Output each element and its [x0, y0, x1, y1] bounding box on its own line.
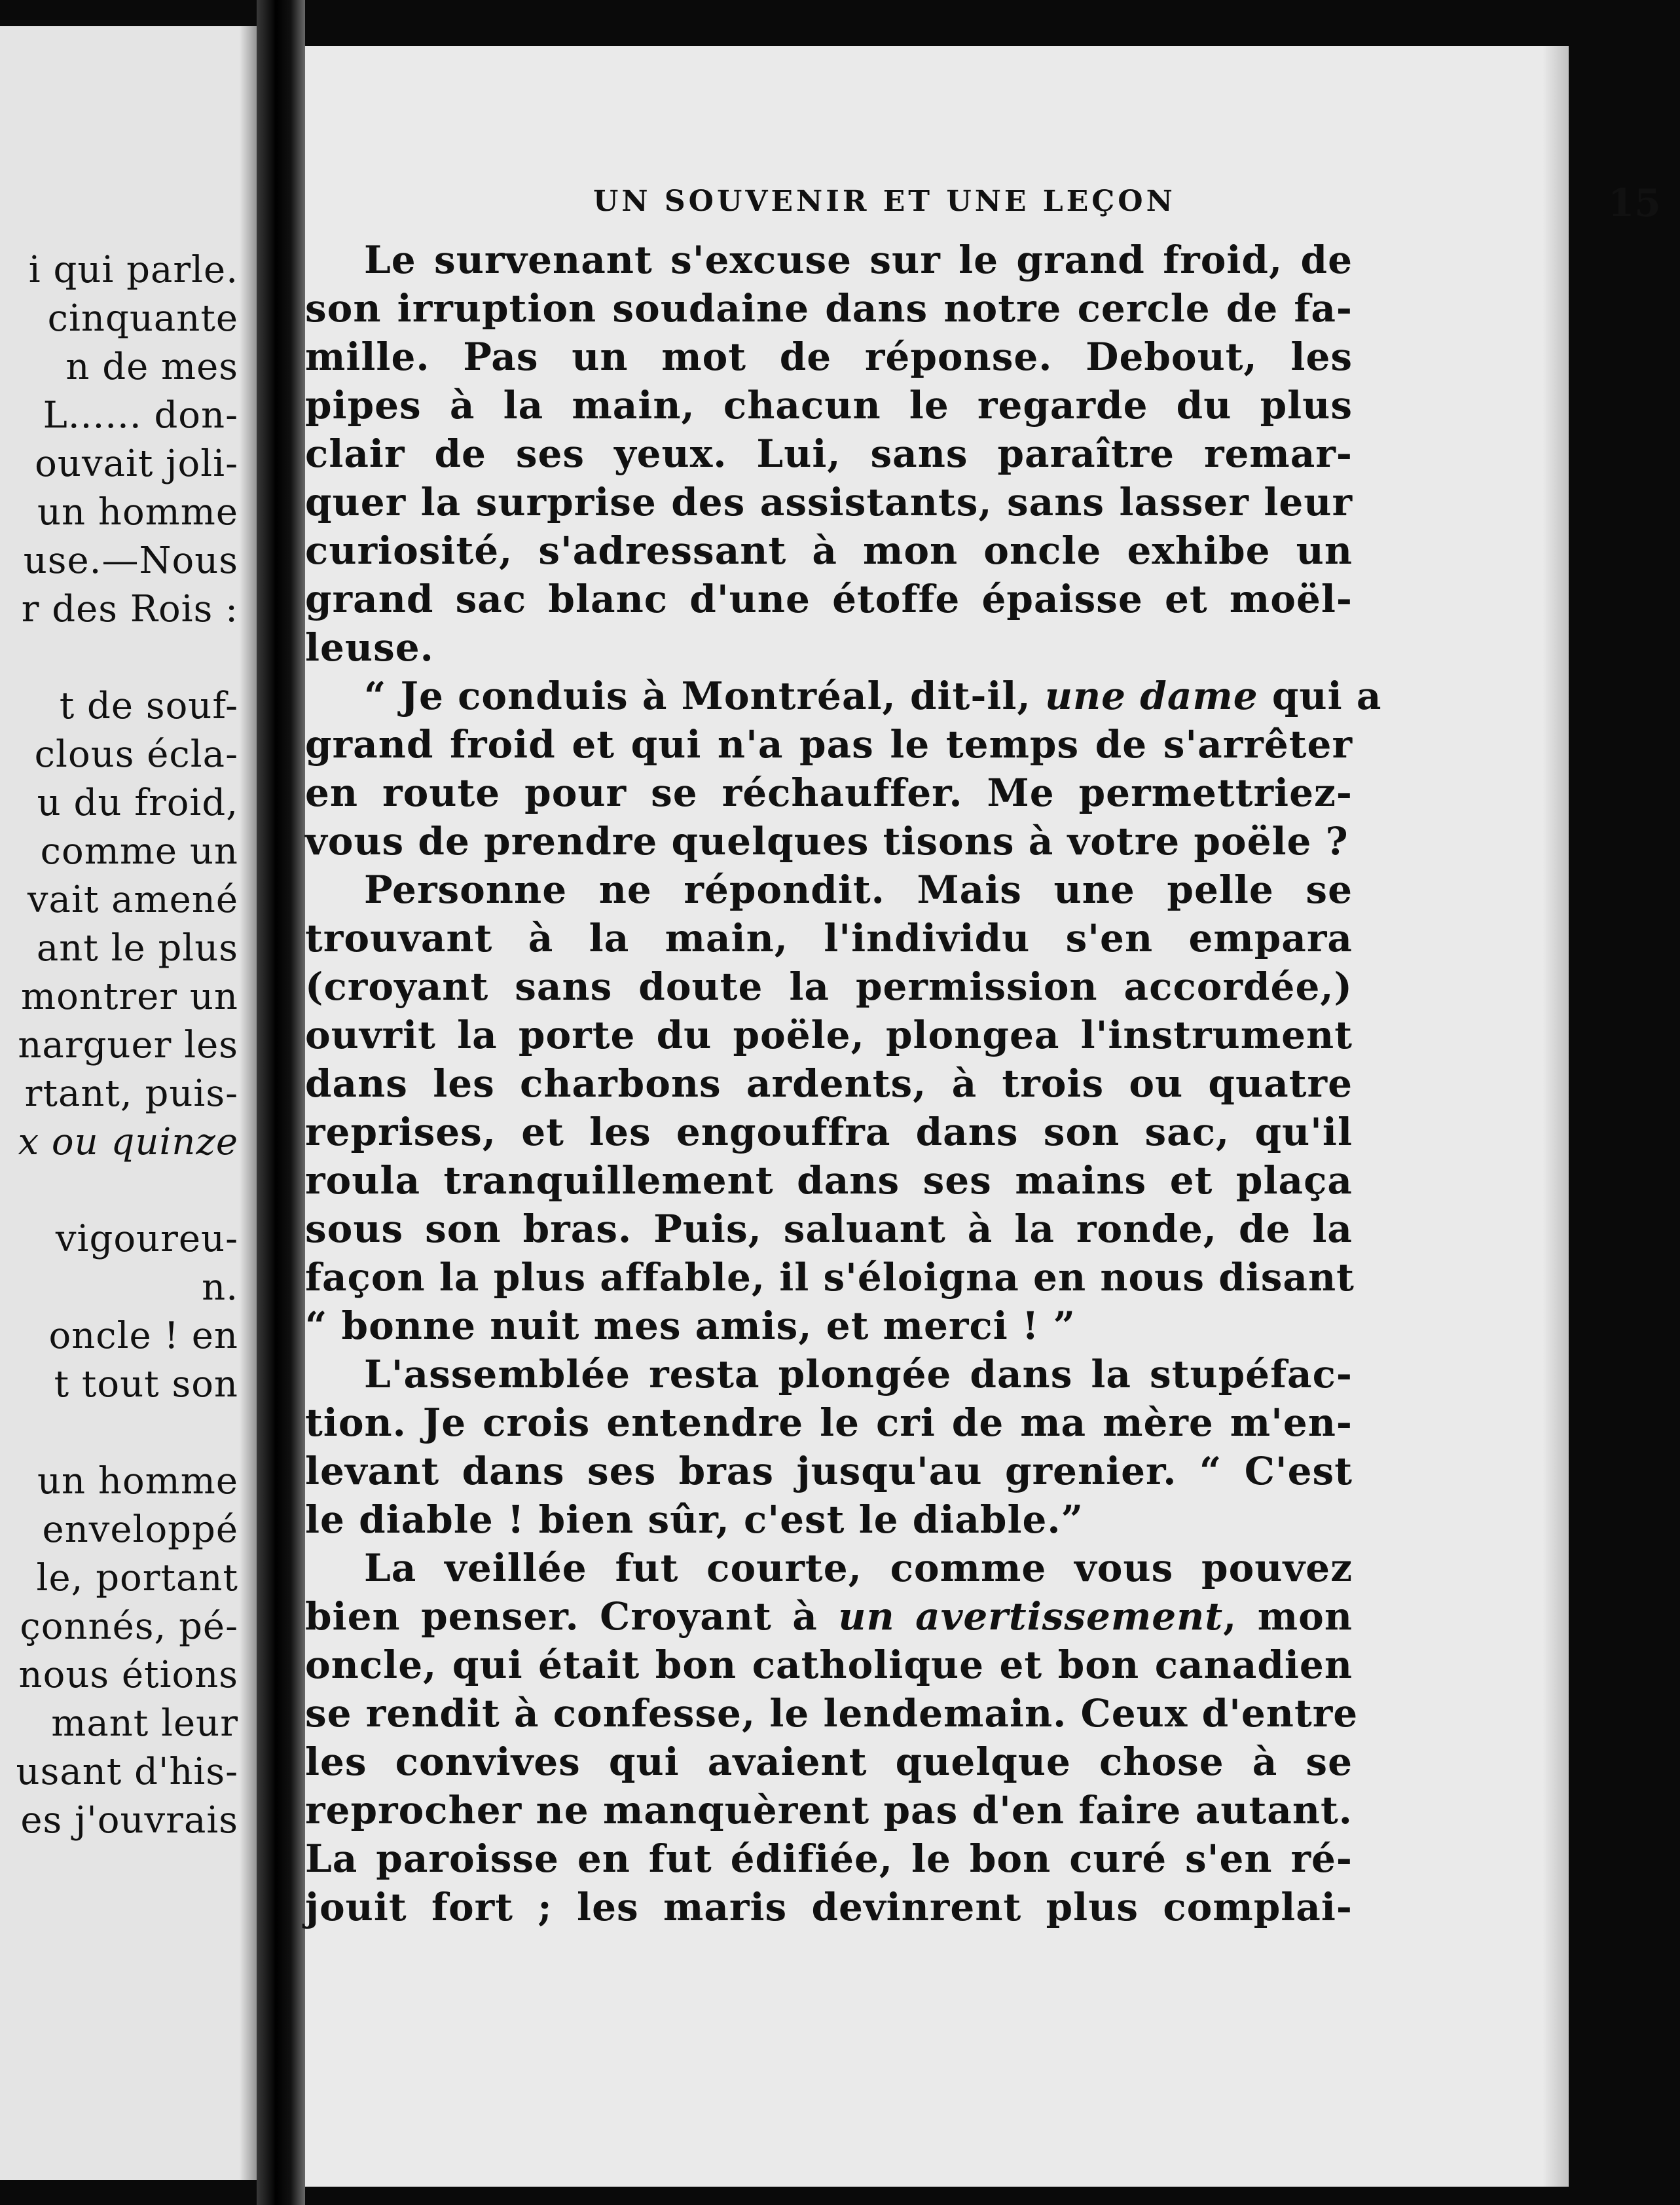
- left-page-text: [0, 246, 238, 1845]
- body-line: “ bonne nuit mes amis, et merci ! ”: [305, 1303, 1076, 1348]
- body-line: curiosité, s'adressant à mon oncle exhibe un: [305, 528, 1353, 573]
- left-page-line: r des Rois :: [21, 588, 238, 630]
- body-line: se rendit à confesse, le lendemain. Ceux d'entre: [305, 1691, 1359, 1736]
- body-line: les convives qui avaient quelque chose à se: [305, 1740, 1353, 1784]
- left-page-line: le, portant: [36, 1557, 238, 1599]
- left-page-line: cinquante: [47, 297, 238, 340]
- body-line: Personne ne répondit. Mais une pelle se: [364, 867, 1353, 912]
- left-page-line: un homme: [37, 1460, 238, 1503]
- page-body-text: [305, 236, 1382, 1931]
- body-line: reprises, et les engouffra dans son sac, qu'il: [305, 1110, 1353, 1154]
- body-line: sous son bras. Puis, saluant à la ronde, de la: [305, 1207, 1353, 1251]
- body-line: clair de ses yeux. Lui, sans paraître remar-: [305, 431, 1353, 476]
- body-line: ouvrit la porte du poële, plongea l'instrument: [305, 1013, 1353, 1057]
- body-line: dans les charbons ardents, à trois ou quatre: [305, 1061, 1353, 1106]
- page-edge-shadow: [1543, 46, 1569, 2187]
- left-page-line: x ou quinze: [18, 1121, 238, 1163]
- body-line: La veillée fut courte, comme vous pouvez: [364, 1546, 1353, 1590]
- body-line: trouvant à la main, l'individu s'en empara: [305, 916, 1353, 960]
- left-page-line: nous étions: [18, 1654, 238, 1696]
- left-page-line: enveloppé: [42, 1508, 238, 1551]
- left-page-line: usant d'his-: [16, 1751, 238, 1793]
- left-page-line: rtant, puis-: [24, 1072, 238, 1115]
- left-page-line: u du froid,: [37, 782, 238, 824]
- body-line: son irruption soudaine dans notre cercle de fa-: [305, 286, 1353, 331]
- body-line: roula tranquillement dans ses mains et plaça: [305, 1158, 1353, 1203]
- left-page-line: ouvait joli-: [35, 443, 238, 485]
- running-title: UN SOUVENIR ET UNE LEÇON: [593, 185, 1176, 218]
- left-page-line: [0, 634, 238, 682]
- left-page-line: t de souf-: [59, 685, 238, 727]
- right-page: [305, 46, 1661, 2187]
- left-page-line: vigoureu-: [55, 1218, 238, 1260]
- body-line: [305, 672, 1382, 720]
- body-line: reprocher ne manquèrent pas d'en faire autant.: [305, 1788, 1353, 1832]
- body-line-text: qui a: [1258, 674, 1382, 718]
- left-page-line: montrer un: [21, 975, 238, 1018]
- body-line: grand froid et qui n'a pas le temps de s'arrêter: [305, 722, 1353, 767]
- body-line: Le survenant s'excuse sur le grand froid, de: [364, 238, 1353, 282]
- left-page-line: ant le plus: [36, 927, 238, 970]
- body-line: vous de prendre quelques tisons à votre poële ?: [305, 819, 1349, 864]
- left-page-line: narguer les: [18, 1024, 238, 1066]
- body-line-text: bien penser. Croyant à: [305, 1594, 839, 1639]
- body-line: pipes à la main, chacun le regarde du plus: [305, 383, 1353, 428]
- left-page-line: [0, 1409, 238, 1457]
- body-line: L'assemblée resta plongée dans la stupéfac-: [364, 1352, 1353, 1396]
- left-page-line: vait amené: [27, 879, 238, 921]
- left-page-line: un homme: [37, 491, 238, 534]
- body-line: levant dans ses bras jusqu'au grenier. “ C'est: [305, 1449, 1353, 1493]
- left-page-line: L...... don-: [43, 394, 238, 437]
- body-line: grand sac blanc d'une étoffe épaisse et moël-: [305, 577, 1353, 621]
- left-page-line: n de mes: [65, 346, 238, 388]
- body-line: [305, 1592, 1353, 1641]
- left-page-line: çonnés, pé-: [20, 1605, 238, 1648]
- page-header: [593, 181, 1680, 237]
- left-page-line: i qui parle.: [28, 249, 238, 291]
- body-line-text: “ Je conduis à Montréal, dit-il,: [364, 674, 1045, 718]
- body-line: oncle, qui était bon catholique et bon canadien: [305, 1643, 1353, 1687]
- body-line: le diable ! bien sûr, c'est le diable.”: [305, 1497, 1084, 1542]
- left-page-line: comme un: [40, 830, 238, 873]
- left-page-line: mant leur: [51, 1702, 238, 1745]
- body-line: quer la surprise des assistants, sans lasser leur: [305, 480, 1353, 524]
- left-page-line: n.: [202, 1266, 238, 1309]
- left-page-line: [0, 1167, 238, 1215]
- body-line: façon la plus affable, il s'éloigna en nous disant: [305, 1255, 1355, 1300]
- body-line: en route pour se réchauffer. Me permettriez-: [305, 771, 1353, 815]
- page-number: 15: [1608, 181, 1661, 225]
- left-page-line: use.—Nous: [23, 539, 238, 582]
- body-line: La paroisse en fut édifiée, le bon curé s'en ré-: [305, 1836, 1353, 1881]
- left-page-line: clous écla-: [34, 733, 238, 776]
- left-page-line: oncle ! en: [48, 1315, 238, 1357]
- body-line-text: , mon: [1223, 1594, 1353, 1639]
- page-edge-shadow: [240, 26, 257, 2180]
- body-line-emphasis: un avertissement: [838, 1594, 1224, 1639]
- body-line: leuse.: [305, 625, 434, 670]
- body-line: (croyant sans doute la permission accordée,): [305, 964, 1353, 1009]
- body-line-emphasis: une dame: [1044, 674, 1258, 718]
- left-page-line: es j'ouvrais: [20, 1799, 238, 1842]
- book-gutter: [257, 0, 305, 2205]
- left-facing-page: [0, 26, 257, 2180]
- body-line: tion. Je crois entendre le cri de ma mère m'en-: [305, 1400, 1353, 1445]
- left-page-line: t tout son: [54, 1363, 238, 1406]
- body-line: mille. Pas un mot de réponse. Debout, les: [305, 335, 1353, 379]
- body-line: jouit fort ; les maris devinrent plus complai-: [305, 1885, 1353, 1929]
